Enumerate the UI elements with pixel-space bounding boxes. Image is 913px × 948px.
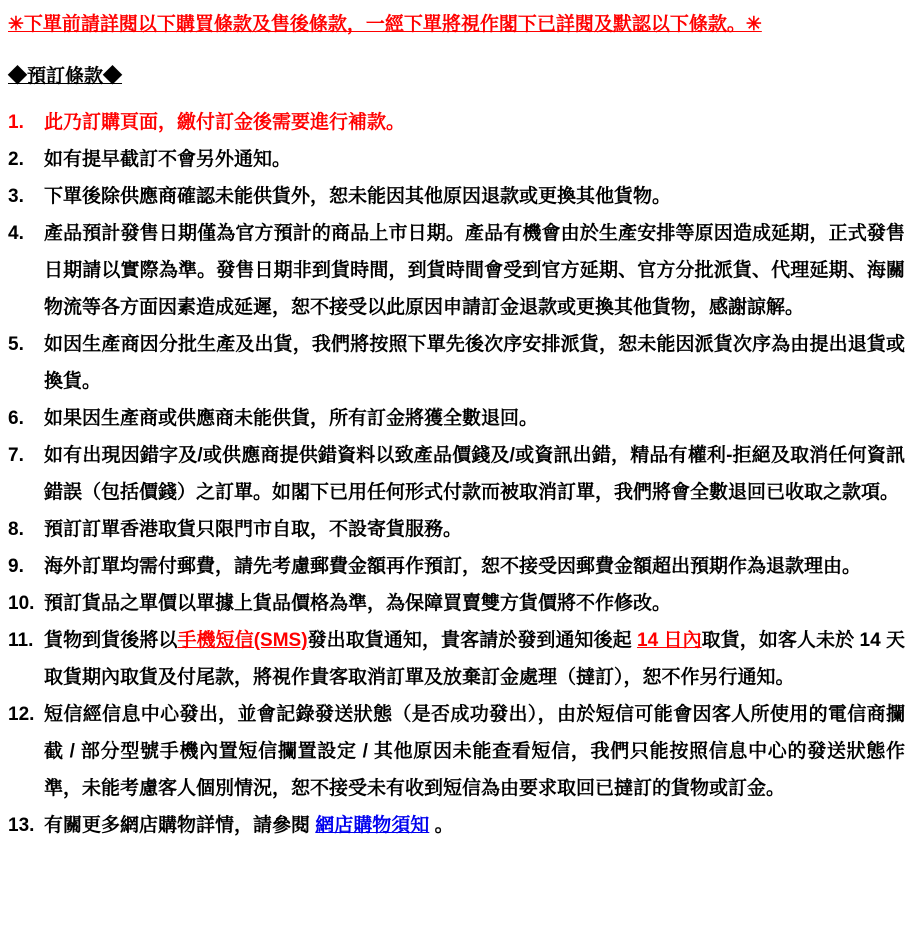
item-text (44, 807, 905, 844)
item-text: 如有提早截訂不會另外通知。 (44, 149, 292, 170)
shop-guide-link[interactable]: 網店購物須知 (315, 815, 430, 836)
term-item-2 (8, 141, 905, 178)
item-text: 下單後除供應商確認未能供貨外，恕未能因其他原因退款或更換其他貨物。 (44, 186, 672, 207)
pre-order-notice: ✳下單前請詳閱以下購買條款及售後條款，一經下單將視作閣下已詳閱及默認以下條款。✳ (8, 14, 762, 35)
term-item-11 (8, 622, 905, 696)
term-item-4 (8, 215, 905, 326)
item-number: 5. (8, 334, 24, 355)
term-item-6 (8, 400, 905, 437)
item-number: 11. (8, 630, 34, 651)
item-number: 12. (8, 704, 35, 725)
item-text-segment: 取貨，如客人未於 14 天取貨期內取貨及付尾款，將視作貴客取消訂單及放棄訂金處理（撻訂），恕不作另行通知。 (44, 630, 905, 688)
item-text: 如因生產商因分批生產及出貨，我們將按照下單先後次序安排派貨，恕未能因派貨次序為由提出退貨或換貨。 (44, 334, 905, 392)
term-item-12 (8, 696, 905, 807)
item-number: 13. (8, 815, 35, 836)
sms-emphasis: 手機短信(SMS) (177, 630, 308, 651)
item-text: 產品預計發售日期僅為官方預計的商品上市日期。產品有機會由於生產安排等原因造成延期，正式發售日期請以實際為準。發售日期非到貨時間，到貨時間會受到官方延期、官方分批派貨、代理延期、海關物流等各方面因素造成延遲，恕不接受以此原因申請訂金退款或更換其他貨物，感謝諒解。 (44, 223, 905, 318)
item-number: 9. (8, 556, 24, 577)
item-text: 海外訂單均需付郵費，請先考慮郵費金額再作預訂，恕不接受因郵費金額超出預期作為退款理由。 (44, 556, 862, 577)
item-text: 預訂訂單香港取貨只限門市自取，不設寄貨服務。 (44, 519, 463, 540)
term-item-13 (8, 807, 905, 844)
term-item-5 (8, 326, 905, 400)
item-number: 2. (8, 149, 24, 170)
term-item-8 (8, 511, 905, 548)
item-text-segment: 發出取貨通知，貴客請於發到通知後起 (307, 630, 638, 651)
section-title: ◆預訂條款◆ (8, 66, 123, 87)
item-text: 如果因生產商或供應商未能供貨，所有訂金將獲全數退回。 (44, 408, 539, 429)
item-number: 1. (8, 112, 24, 133)
item-number: 6. (8, 408, 24, 429)
term-item-7 (8, 437, 905, 511)
item-number: 3. (8, 186, 24, 207)
item-text-segment: 貨物到貨後將以 (44, 630, 178, 651)
item-number: 10. (8, 593, 35, 614)
item-number: 7. (8, 445, 24, 466)
term-item-10 (8, 585, 905, 622)
pickup-deadline-emphasis: 14 日內 (637, 630, 702, 651)
item-number: 4. (8, 223, 24, 244)
item-text: 短信經信息中心發出，並會記錄發送狀態（是否成功發出），由於短信可能會因客人所使用的電信商攔截 / 部分型號手機內置短信攔置設定 / 其他原因未能查看短信，我們只能按照信息中心的發送狀態作準，未能考慮客人個別情況，恕不接受未有收到短信為由要求取回已撻訂的貨物或訂金。 (44, 704, 905, 799)
item-text-segment: 有關更多網店購物詳情，請參閱 (44, 815, 316, 836)
item-text: 如有出現因錯字及/或供應商提供錯資料以致產品價錢及/或資訊出錯，精品有權利-拒絕及取消任何資訊錯誤（包括價錢）之訂單。如閣下已用任何形式付款而被取消訂單，我們將會全數退回已收取之款項。 (44, 445, 905, 503)
item-text: 預訂貨品之單價以單據上貨品價格為準，為保障買賣雙方貨價將不作修改。 (44, 593, 672, 614)
item-number: 8. (8, 519, 24, 540)
item-text (44, 622, 905, 696)
item-text-segment: 。 (429, 815, 454, 836)
item-text: 此乃訂購頁面，繳付訂金後需要進行補款。 (44, 112, 406, 133)
term-item-9 (8, 548, 905, 585)
term-item-3 (8, 178, 905, 215)
term-item-1 (8, 104, 905, 141)
terms-list (8, 104, 905, 844)
